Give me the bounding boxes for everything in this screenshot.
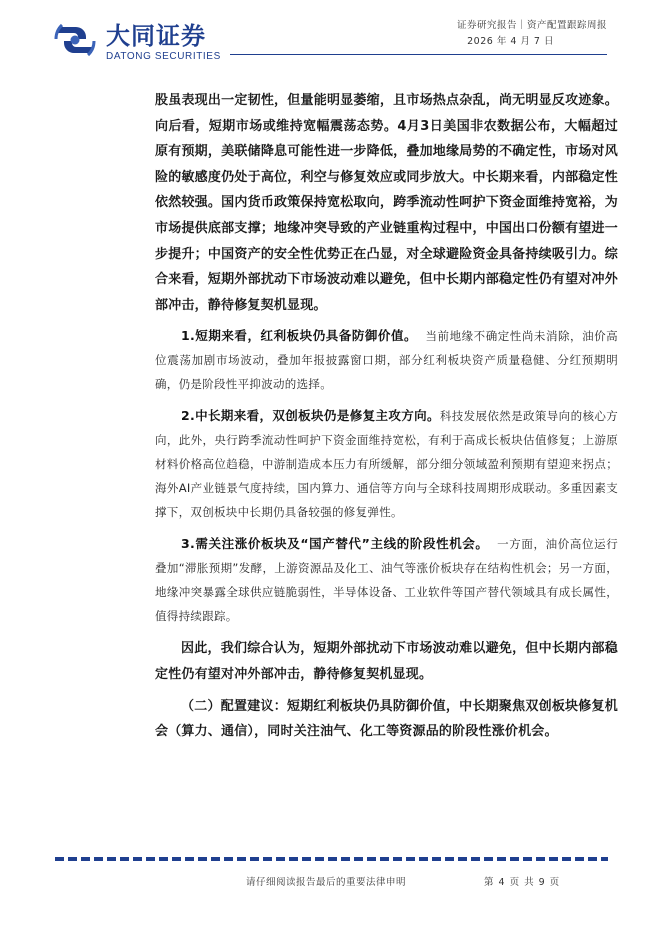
paragraph-conclusion: 因此，我们综合认为，短期外部扰动下市场波动难以避免，但中长期内部稳定性仍有望对冲外部冲击，静待修复契机显现。: [155, 641, 618, 682]
paragraph-price-hike-sector: [155, 532, 618, 628]
paragraph-allocation-advice: （二）配置建议：短期红利板块仍具防御价值，中长期聚焦双创板块修复机会（算力、通信），同时关注油气、化工等资源品的阶段性涨价机会。: [155, 698, 618, 740]
point-3-text: 一方面，油价高位运行叠加“滞胀预期”发酵，上游资源品及化工、油气等涨价板块存在结构性机会；另一方面，地缘冲突暴露全球供应链脆弱性，半导体设备、工业软件等国产替代领域具有成长属性，值得持续跟踪。: [155, 537, 619, 624]
report-date: 2026 年 4 月 7 日: [467, 36, 554, 47]
logo-subtitle: DATONG SECURITIES: [106, 51, 221, 62]
paragraph-dividend-sector: [155, 324, 618, 396]
logo-title: 大同证券: [106, 22, 206, 50]
paragraph-innovation-sector: [155, 404, 618, 524]
footer-divider: [55, 857, 608, 861]
point-2-text: 科技发展依然是政策导向的核心方向，此外，央行跨季流动性呵护下资金面维持宽松，有利于高成长板块估值修复；上游原材料价格高位趋稳，中游制造成本压力有所缓解，部分细分领域盈利预期有望迎来拐点；海外AI产业链景气度持续，国内算力、通信等方向与全球科技周期形成联动。多重因素支撑下，双创板块中长期仍具备较强的修复弹性。: [155, 409, 619, 520]
point-2-heading: 2.中长期来看，双创板块仍是修复主攻方向。: [181, 408, 440, 424]
report-type: 证券研究报告｜资产配置跟踪周报: [456, 20, 607, 31]
footer-disclaimer: 请仔细阅读报告最后的重要法律申明: [246, 877, 407, 888]
datong-logo-icon: [52, 17, 98, 63]
page-header: [0, 0, 662, 80]
point-1-heading: 1.短期来看，红利板块仍具备防御价值。: [181, 328, 418, 344]
header-divider: [230, 54, 607, 55]
point-1-text: 当前地缘不确定性尚未消除，油价高位震荡加剧市场波动，叠加年报披露窗口期，部分红利板块资产质量稳健、分红预期明确，仍是阶段性平抑波动的选择。: [155, 329, 618, 392]
point-3-heading: 3.需关注涨价板块及“国产替代”主线的阶段性机会。: [181, 536, 489, 552]
paragraph-market-outlook: 股虽表现出一定韧性，但量能明显萎缩，且市场热点杂乱，尚无明显反攻迹象。向后看，短期市场或维持宽幅震荡态势。4月3日美国非农数据公布，大幅超过原有预期，美联储降息可能性进一步降低，叠加地缘局势的不确定性，市场对风险的敏感度仍处于高位，利空与修复效应或同步放大。中长期来看，内部稳定性依然较强。国内货币政策保持宽松取向，跨季流动性呵护下资金面维持宽裕，为市场提供底部支撑；地缘冲突导致的产业链重构过程中，中国出口份额有望进一步提升；中国资产的安全性优势正在凸显，对全球避险资金具备持续吸引力。综合来看，短期外部扰动下市场波动难以避免，但中长期内部稳定性仍有望对冲外部冲击，静待修复契机显现。: [155, 93, 618, 313]
page-number: 第 4 页 共 9 页: [484, 877, 561, 888]
report-body: [155, 88, 618, 751]
